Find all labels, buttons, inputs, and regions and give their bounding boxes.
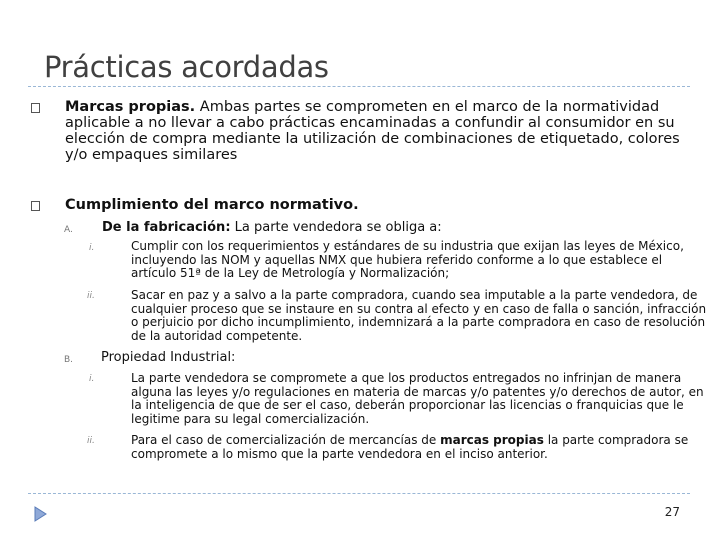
bullet-heading: Marcas propias.: [65, 99, 196, 115]
page-number: 27: [664, 505, 680, 519]
section-letter: B.: [64, 355, 74, 365]
bullet-cumplimiento: [65, 197, 359, 213]
item-numeral: ii.: [87, 291, 95, 301]
bullet-marcas-propias: [65, 99, 705, 163]
section-b-item: La parte vendedora se compromete a que los productos entregados no infrinjan de manera alguna las leyes y/o regulaciones en materia de marcas y/o patentes y/o derechos de autor, en la inteligencia de que de ser el caso, deberán proporcionar las licencias o franquicias que le legitime para su legal comercialización.: [131, 371, 704, 426]
section-a-item: Cumplir con los requerimientos y estándares de su industria que exijan las leyes de México, incluyendo las NOM y aquellas NMX que hubiera referido conforme a lo que establece el artículo 51ª de la Ley de Metrología y Normalización;: [131, 239, 684, 280]
slide-title: Prácticas acordadas: [44, 50, 329, 84]
section-a-label: De la fabricación:: [102, 220, 231, 235]
section-b-heading: Propiedad Industrial:: [101, 350, 236, 365]
bullet-heading: Cumplimiento del marco normativo.: [65, 197, 359, 213]
section-letter: A.: [64, 225, 73, 235]
square-bullet-icon: [31, 201, 40, 211]
item-text-bold: marcas propias: [440, 433, 544, 447]
section-a-heading: [102, 220, 442, 235]
item-text-pre: Para el caso de comercialización de mercancías de: [131, 433, 441, 447]
footer-divider: [28, 493, 690, 494]
title-divider: [28, 86, 690, 87]
item-numeral: i.: [89, 374, 95, 384]
section-b-item: [131, 434, 711, 461]
square-bullet-icon: [31, 103, 40, 113]
item-numeral: ii.: [87, 436, 95, 446]
bullet-text: Ambas partes se comprometen en el marco de la normatividad aplicable a no llevar a cabo prácticas encaminadas a confundir al consumidor en su elección de compra mediante la utilización de combinaciones de etiquetado, colores y/o empaques similares: [65, 99, 680, 163]
item-text-post: la parte compradora se compromete a lo mismo que la parte vendedora en el inciso anterior.: [131, 433, 689, 461]
slide-nav-arrow-icon[interactable]: [34, 506, 48, 522]
item-numeral: i.: [89, 243, 95, 253]
section-a-item: Sacar en paz y a salvo a la parte compradora, cuando sea imputable a la parte vendedora, de cualquier proceso que se instaure en su contra al efecto y en caso de falla o sanción, infracción o perjuicio por dicho incumplimiento, indemnizará a la parte compradora en caso de resolución de la autoridad competente.: [131, 288, 707, 343]
section-a-label-rest: La parte vendedora se obliga a:: [230, 220, 442, 235]
